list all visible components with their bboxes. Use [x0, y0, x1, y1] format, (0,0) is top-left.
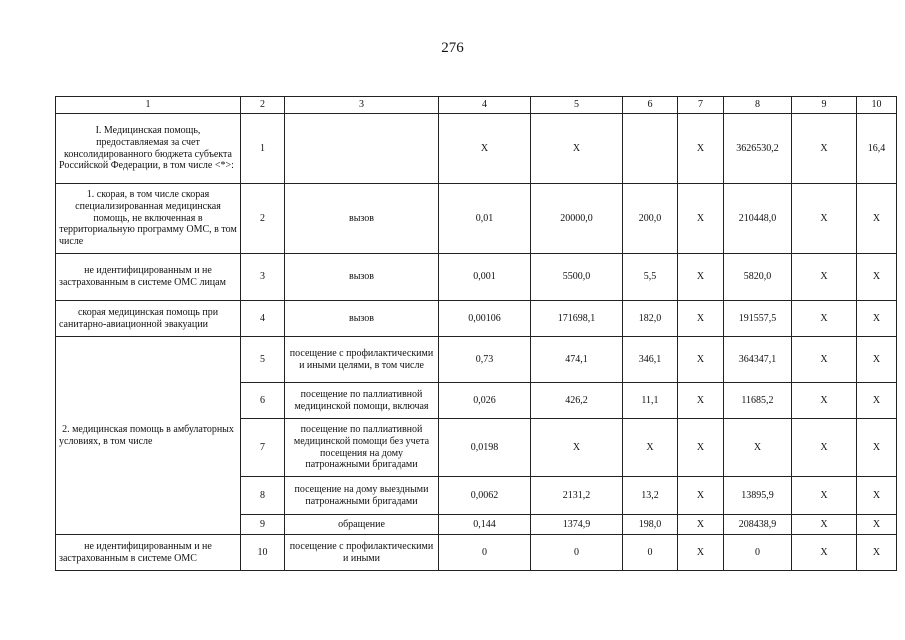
value-cell: X: [439, 114, 531, 184]
value-cell: X: [678, 337, 724, 383]
row-number: 8: [241, 477, 285, 515]
row-description: 1. скорая, в том числе скорая специализированная медицинская помощь, не включенная в территориальную программу ОМС, в том числе: [56, 184, 241, 254]
value-cell: X: [857, 254, 897, 301]
value-cell: 364347,1: [724, 337, 792, 383]
value-cell: X: [857, 419, 897, 477]
unit-cell: посещение с профилактическими и иными: [285, 535, 439, 571]
value-cell: 0: [439, 535, 531, 571]
value-cell: 0,0062: [439, 477, 531, 515]
unit-cell: вызов: [285, 301, 439, 337]
value-cell: X: [792, 184, 857, 254]
table-row: [56, 254, 897, 301]
value-cell: 198,0: [623, 515, 678, 535]
value-cell: X: [792, 477, 857, 515]
value-cell: 191557,5: [724, 301, 792, 337]
value-cell: 208438,9: [724, 515, 792, 535]
value-cell: 5500,0: [531, 254, 623, 301]
header-cell: 6: [623, 97, 678, 114]
value-cell: X: [678, 254, 724, 301]
header-cell: 2: [241, 97, 285, 114]
value-cell: X: [792, 383, 857, 419]
value-cell: X: [678, 477, 724, 515]
unit-cell: вызов: [285, 254, 439, 301]
value-cell: X: [792, 301, 857, 337]
value-cell: 0,026: [439, 383, 531, 419]
value-cell: 1374,9: [531, 515, 623, 535]
value-cell: X: [792, 337, 857, 383]
value-cell: 474,1: [531, 337, 623, 383]
unit-cell: посещение с профилактическими и иными целями, в том числе: [285, 337, 439, 383]
value-cell: X: [857, 337, 897, 383]
value-cell: X: [678, 301, 724, 337]
value-cell: 171698,1: [531, 301, 623, 337]
value-cell: 0,73: [439, 337, 531, 383]
value-cell: 0: [531, 535, 623, 571]
unit-cell: посещение на дому выездными патронажными бригадами: [285, 477, 439, 515]
row-number: 6: [241, 383, 285, 419]
row-description: 2. медицинская помощь в амбулаторных условиях, в том числе: [56, 337, 241, 535]
value-cell: 0: [724, 535, 792, 571]
data-table: [55, 96, 897, 571]
value-cell: X: [531, 419, 623, 477]
row-description: скорая медицинская помощь при санитарно-авиационной эвакуации: [56, 301, 241, 337]
row-number: 2: [241, 184, 285, 254]
value-cell: X: [623, 419, 678, 477]
header-cell: 3: [285, 97, 439, 114]
table-row: [56, 535, 897, 571]
header-cell: 8: [724, 97, 792, 114]
value-cell: X: [857, 184, 897, 254]
value-cell: 11685,2: [724, 383, 792, 419]
value-cell: 0,144: [439, 515, 531, 535]
unit-cell: обращение: [285, 515, 439, 535]
value-cell: 3626530,2: [724, 114, 792, 184]
unit-cell: [285, 114, 439, 184]
value-cell: 13895,9: [724, 477, 792, 515]
value-cell: 20000,0: [531, 184, 623, 254]
row-number: 5: [241, 337, 285, 383]
value-cell: 346,1: [623, 337, 678, 383]
value-cell: X: [678, 535, 724, 571]
value-cell: [623, 114, 678, 184]
value-cell: X: [857, 515, 897, 535]
value-cell: 210448,0: [724, 184, 792, 254]
value-cell: 182,0: [623, 301, 678, 337]
unit-cell: посещение по паллиативной медицинской помощи без учета посещения на дому патронажными бригадами: [285, 419, 439, 477]
unit-cell: посещение по паллиативной медицинской помощи, включая: [285, 383, 439, 419]
header-cell: 10: [857, 97, 897, 114]
value-cell: 0,01: [439, 184, 531, 254]
value-cell: X: [857, 477, 897, 515]
value-cell: X: [678, 515, 724, 535]
value-cell: X: [792, 114, 857, 184]
header-cell: 9: [792, 97, 857, 114]
header-cell: 7: [678, 97, 724, 114]
row-number: 4: [241, 301, 285, 337]
row-number: 3: [241, 254, 285, 301]
row-number: 9: [241, 515, 285, 535]
value-cell: 0,001: [439, 254, 531, 301]
table-row: [56, 337, 897, 383]
row-number: 1: [241, 114, 285, 184]
row-description: не идентифицированным и не застрахованным в системе ОМС лицам: [56, 254, 241, 301]
table-row: [56, 301, 897, 337]
value-cell: 0,00106: [439, 301, 531, 337]
value-cell: X: [792, 515, 857, 535]
header-cell: 5: [531, 97, 623, 114]
header-cell: 4: [439, 97, 531, 114]
value-cell: X: [857, 301, 897, 337]
value-cell: X: [792, 419, 857, 477]
table-row: [56, 114, 897, 184]
value-cell: 5,5: [623, 254, 678, 301]
value-cell: 0: [623, 535, 678, 571]
value-cell: X: [792, 254, 857, 301]
value-cell: X: [792, 535, 857, 571]
value-cell: 11,1: [623, 383, 678, 419]
header-row: [56, 97, 897, 114]
value-cell: X: [857, 535, 897, 571]
value-cell: X: [678, 383, 724, 419]
value-cell: X: [857, 383, 897, 419]
value-cell: 13,2: [623, 477, 678, 515]
value-cell: 5820,0: [724, 254, 792, 301]
header-cell: 1: [56, 97, 241, 114]
value-cell: X: [678, 184, 724, 254]
value-cell: X: [531, 114, 623, 184]
value-cell: X: [678, 114, 724, 184]
value-cell: 0,0198: [439, 419, 531, 477]
row-description: I. Медицинская помощь, предоставляемая за счет консолидированного бюджета субъекта Российской Федерации, в том числе <*>:: [56, 114, 241, 184]
unit-cell: вызов: [285, 184, 439, 254]
row-number: 10: [241, 535, 285, 571]
value-cell: 2131,2: [531, 477, 623, 515]
value-cell: 16,4: [857, 114, 897, 184]
row-number: 7: [241, 419, 285, 477]
table-row: [56, 184, 897, 254]
value-cell: 426,2: [531, 383, 623, 419]
page-number: 276: [441, 40, 464, 56]
value-cell: X: [678, 419, 724, 477]
value-cell: 200,0: [623, 184, 678, 254]
row-description: не идентифицированным и не застрахованным в системе ОМС: [56, 535, 241, 571]
value-cell: X: [724, 419, 792, 477]
